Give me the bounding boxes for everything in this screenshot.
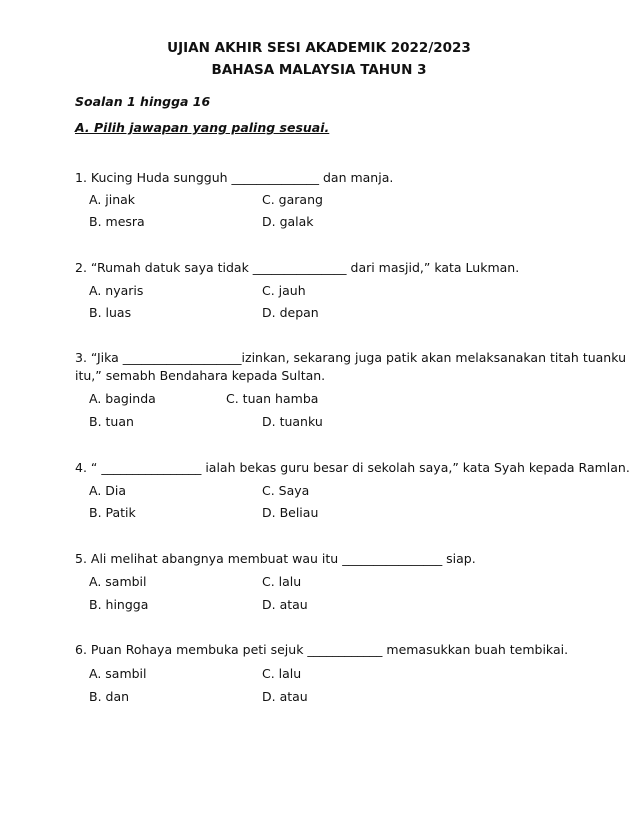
q4-option-b: B. Patik	[89, 505, 136, 520]
q2-option-b: B. luas	[89, 305, 132, 320]
q5-option-a: A. sambil	[89, 574, 147, 589]
q6-option-a: A. sambil	[89, 666, 147, 681]
q1-option-d: D. galak	[262, 214, 314, 229]
q3-option-d: D. tuanku	[262, 414, 323, 429]
q3-option-c: C. tuan hamba	[226, 391, 319, 406]
section-instruction: A. Pilih jawapan yang paling sesuai.	[75, 120, 330, 135]
q5-option-d: D. atau	[262, 597, 308, 612]
q5-option-c: C. lalu	[262, 574, 302, 589]
subject-title: BAHASA MALAYSIA TAHUN 3	[211, 62, 427, 78]
question-2: 2. “Rumah datuk saya tidak _______________ dari masjid,” kata Lukman.	[75, 260, 520, 275]
q6-option-b: B. dan	[89, 689, 130, 704]
question-3-line-2: itu,” semabh Bendahara kepada Sultan.	[75, 368, 326, 383]
question-range: Soalan 1 hingga 16	[75, 94, 211, 109]
q4-option-d: D. Beliau	[262, 505, 319, 520]
q2-option-c: C. jauh	[262, 283, 306, 298]
q1-option-c: C. garang	[262, 192, 323, 207]
q3-option-b: B. tuan	[89, 414, 134, 429]
q5-option-b: B. hingga	[89, 597, 149, 612]
q2-option-d: D. depan	[262, 305, 319, 320]
q1-option-a: A. jinak	[89, 192, 136, 207]
exam-title: UJIAN AKHIR SESI AKADEMIK 2022/2023	[167, 40, 471, 56]
question-3-line-1: 3. “Jika ___________________izinkan, sekarang juga patik akan melaksanakan titah tuanku	[75, 350, 627, 365]
q1-option-b: B. mesra	[89, 214, 145, 229]
q4-option-c: C. Saya	[262, 483, 310, 498]
q3-option-a: A. baginda	[89, 391, 156, 406]
question-6: 6. Puan Rohaya membuka peti sejuk ____________ memasukkan buah tembikai.	[75, 642, 569, 657]
q6-option-d: D. atau	[262, 689, 308, 704]
q6-option-c: C. lalu	[262, 666, 302, 681]
q2-option-a: A. nyaris	[89, 283, 144, 298]
question-1: 1. Kucing Huda sungguh ______________ dan manja.	[75, 170, 394, 185]
q4-option-a: A. Dia	[89, 483, 127, 498]
question-4: 4. “ ________________ ialah bekas guru besar di sekolah saya,” kata Syah kepada Ramlan.	[75, 460, 630, 475]
question-5: 5. Ali melihat abangnya membuat wau itu ________________ siap.	[75, 551, 476, 566]
